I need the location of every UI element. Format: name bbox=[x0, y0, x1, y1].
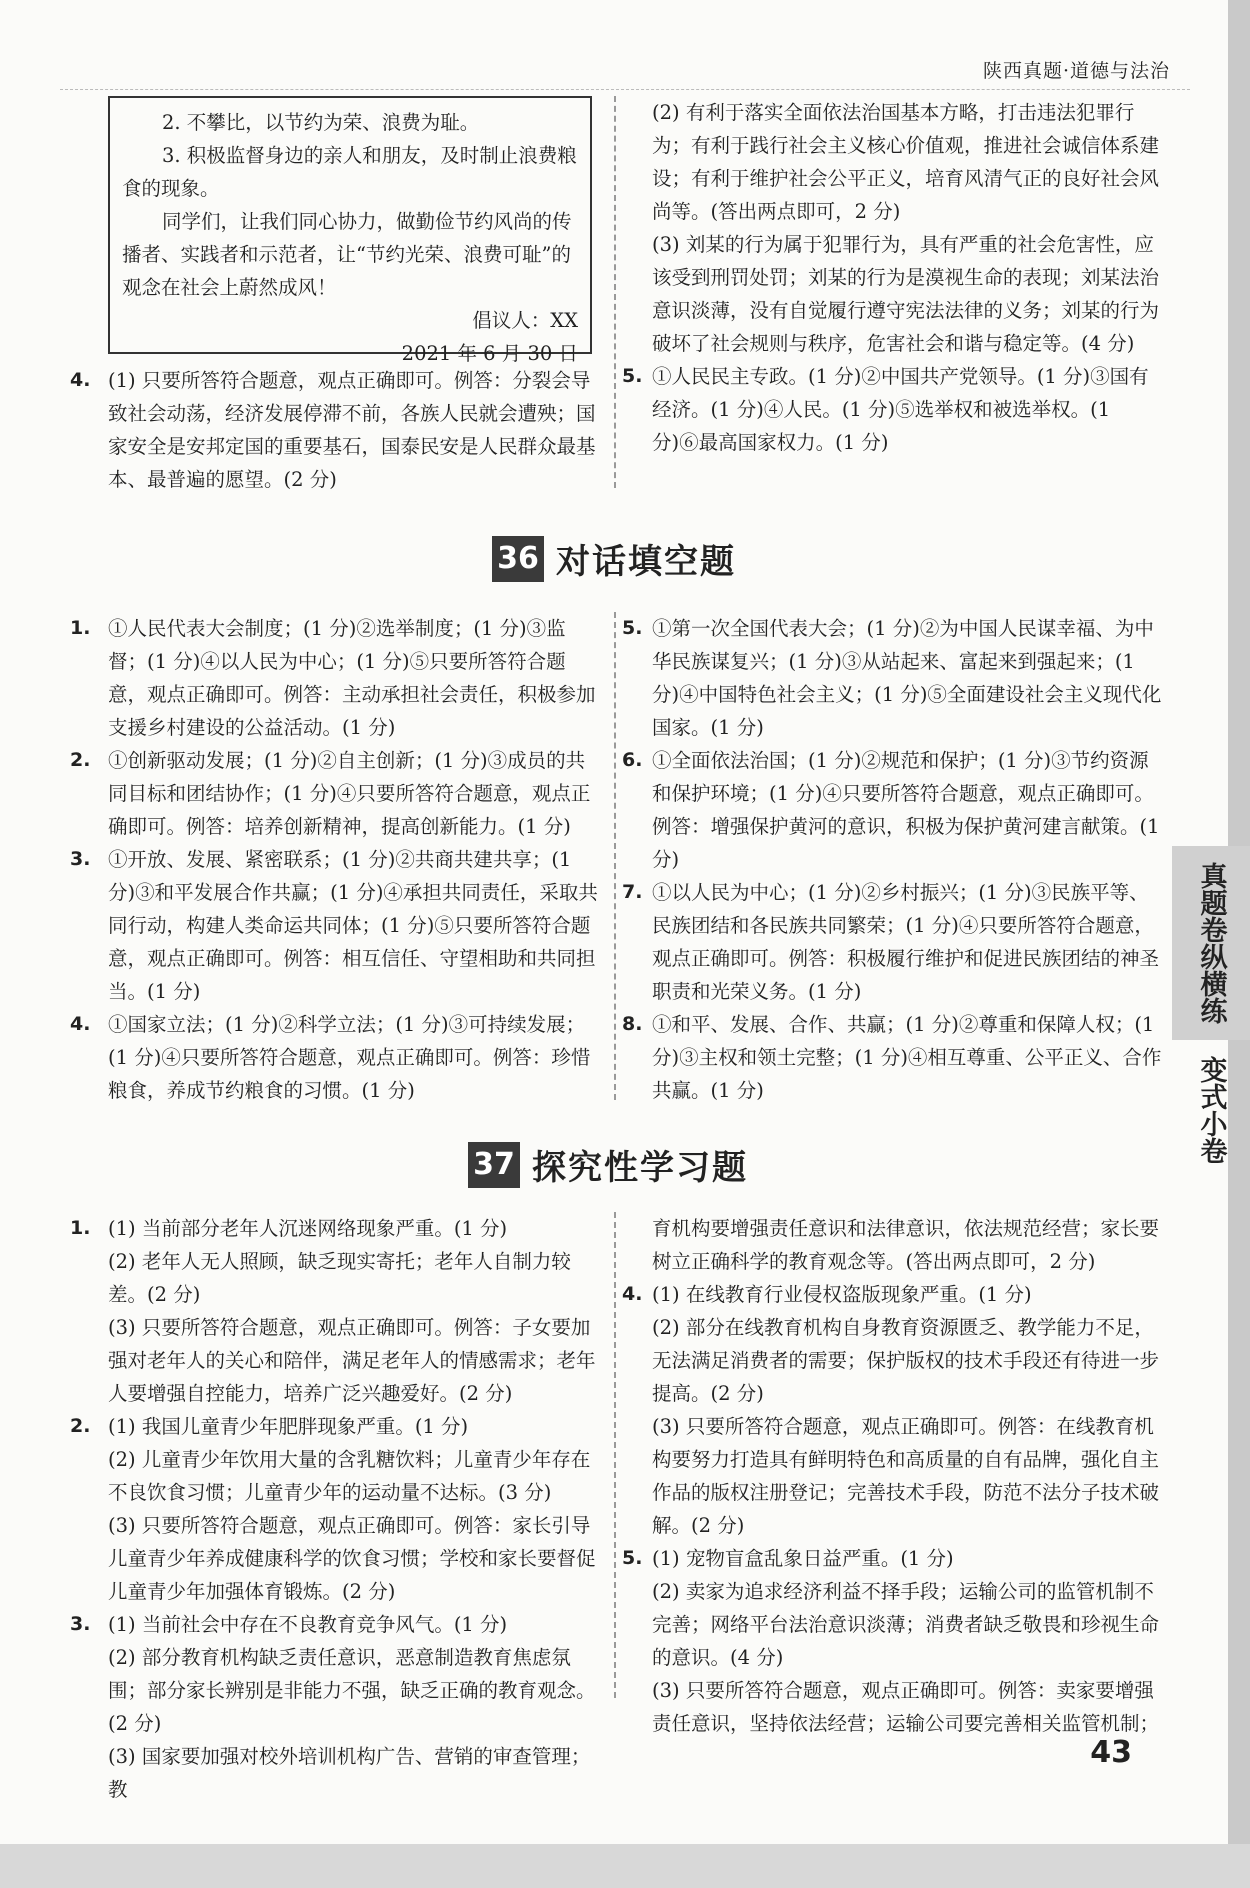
top-left-column bbox=[66, 364, 602, 496]
item-text: (1) 当前社会中存在不良教育竞争风气。(1 分) bbox=[108, 1613, 508, 1636]
box-line: 3. 积极监督身边的亲人和朋友，及时制止浪费粮食的现象。 bbox=[122, 144, 577, 200]
item-text: (3) 只要所答符合题意，观点正确即可。例答：子女要加强对老年人的关心和陪伴，满足老年人的情感需求；老年人要增强自控能力，培养广泛兴趣爱好。(2 分) bbox=[108, 1316, 596, 1405]
section-title: 探究性学习题 bbox=[532, 1148, 748, 1188]
answer-item bbox=[66, 744, 602, 843]
sec36-right-column bbox=[622, 612, 1162, 1107]
item-text: ①第一次全国代表大会；(1 分)②为中国人民谋幸福、为中华民族谋复兴；(1 分)③从站起来、富起来到强起来；(1 分)④中国特色社会主义；(1 分)⑤全面建设社会主义现代化国家。(1 分) bbox=[652, 617, 1162, 739]
item-text: ①人民民主专政。(1 分)②中国共产党领导。(1 分)③国有经济。(1 分)④人民。(1 分)⑤选举权和被选举权。(1 分)⑥最高国家权力。(1 分) bbox=[652, 365, 1149, 454]
box-date: 2021 年 6 月 30 日 bbox=[401, 342, 578, 365]
item-text: (1) 只要所答符合题意，观点正确即可。例答：分裂会导致社会动荡，经济发展停滞不前，各族人民就会遭殃；国家安全是安邦定国的重要基石，国泰民安是人民群众最基本、最普遍的愿望。(2 分) bbox=[108, 369, 596, 491]
section-heading-36 bbox=[492, 534, 736, 583]
item-number: 4. bbox=[70, 1013, 91, 1035]
item-text: ①以人民为中心；(1 分)②乡村振兴；(1 分)③民族平等、民族团结和各民族共同繁荣；(1 分)④只要所答符合题意，观点正确即可。例答：积极履行维护和促进民族团结的神圣职责和光荣义务。(1 分) bbox=[652, 881, 1160, 1003]
item-text: (2) 卖家为追求经济利益不择手段；运输公司的监管机制不完善；网络平台法治意识淡薄；消费者缺乏敬畏和珍视生命的意识。(4 分) bbox=[652, 1580, 1160, 1669]
item-text: (2) 儿童青少年饮用大量的含乳糖饮料；儿童青少年存在不良饮食习惯；儿童青少年的运动量不达标。(3 分) bbox=[108, 1448, 591, 1504]
item-number: 7. bbox=[622, 881, 643, 903]
item-number: 5. bbox=[622, 365, 643, 387]
column-divider bbox=[614, 612, 616, 1100]
item-number: 3. bbox=[70, 848, 91, 870]
item-text: 育机构要增强责任意识和法律意识，依法规范经营；家长要树立正确科学的教育观念等。(答出两点即可，2 分) bbox=[652, 1217, 1160, 1273]
page-number: 43 bbox=[1090, 1735, 1132, 1770]
item-number: 2. bbox=[70, 1415, 91, 1437]
answer-item bbox=[622, 1542, 1162, 1740]
item-number: 5. bbox=[622, 1547, 643, 1569]
sec37-left-column bbox=[66, 1212, 602, 1806]
answer-item bbox=[66, 612, 602, 744]
answer-item bbox=[66, 364, 602, 496]
item-text: (3) 国家要加强对校外培训机构广告、营销的审查管理；教 bbox=[108, 1745, 591, 1801]
item-text: (3) 只要所答符合题意，观点正确即可。例答：卖家要增强责任意识，坚持依法经营；运输公司要完善相关监管机制； bbox=[652, 1679, 1160, 1735]
side-tab-main: 真题卷纵横练 bbox=[1172, 846, 1250, 1040]
answer-item bbox=[66, 1410, 602, 1608]
item-text: ①国家立法；(1 分)②科学立法；(1 分)③可持续发展；(1 分)④只要所答符合题意，观点正确即可。例答：珍惜粮食，养成节约粮食的习惯。(1 分) bbox=[108, 1013, 591, 1102]
box-line: 2. 不攀比，以节约为荣、浪费为耻。 bbox=[162, 111, 480, 134]
running-header: 陕西真题·道德与法治 bbox=[982, 60, 1170, 82]
section-number: 36 bbox=[492, 536, 544, 582]
answer-item bbox=[66, 1008, 602, 1107]
item-text: ①开放、发展、紧密联系；(1 分)②共商共建共享；(1 分)③和平发展合作共赢；(1 分)④承担共同责任，采取共同行动，构建人类命运共同体；(1 分)⑤只要所答符合题意，观点正确即可。例答：相互信任、守望相助和共同担当。(1 分) bbox=[108, 848, 598, 1003]
answer-item bbox=[66, 843, 602, 1008]
top-right-column bbox=[622, 96, 1162, 459]
item-number: 4. bbox=[622, 1283, 643, 1305]
column-divider bbox=[614, 1212, 616, 1698]
item-text: (1) 宠物盲盒乱象日益严重。(1 分) bbox=[652, 1547, 954, 1570]
answer-item bbox=[622, 612, 1162, 744]
item-number: 2. bbox=[70, 749, 91, 771]
bottom-scan-edge bbox=[0, 1844, 1250, 1888]
item-text: (1) 我国儿童青少年肥胖现象严重。(1 分) bbox=[108, 1415, 469, 1438]
item-text: ①和平、发展、合作、共赢；(1 分)②尊重和保障人权；(1 分)③主权和领土完整；(1 分)④相互尊重、公平正义、合作共赢。(1 分) bbox=[652, 1013, 1162, 1102]
item-text: (3) 刘某的行为属于犯罪行为，具有严重的社会危害性，应该受到刑罚处罚；刘某的行为是漠视生命的表现；刘某法治意识淡薄，没有自觉履行遵守宪法法律的义务；刘某的行为破坏了社会规则与秩序，危害社会和谐与稳定等。(4 分) bbox=[652, 233, 1160, 355]
section-heading-37 bbox=[468, 1140, 748, 1189]
box-line: 同学们，让我们同心协力，做勤俭节约风尚的传播者、实践者和示范者，让“节约光荣、浪费可耻”的观念在社会上蔚然成风！ bbox=[122, 210, 572, 299]
answer-item bbox=[622, 876, 1162, 1008]
column-divider bbox=[614, 96, 616, 488]
item-text: (1) 当前部分老年人沉迷网络现象严重。(1 分) bbox=[108, 1217, 508, 1240]
item-number: 8. bbox=[622, 1013, 643, 1035]
item-text: ①人民代表大会制度；(1 分)②选举制度；(1 分)③监督；(1 分)④以人民为中心；(1 分)⑤只要所答符合题意，观点正确即可。例答：主动承担社会责任，积极参加支援乡村建设的公益活动。(1 分) bbox=[108, 617, 596, 739]
item-number: 5. bbox=[622, 617, 643, 639]
item-number: 1. bbox=[70, 617, 91, 639]
item-text: ①全面依法治国；(1 分)②规范和保护；(1 分)③节约资源和保护环境；(1 分)④只要所答符合题意，观点正确即可。例答：增强保护黄河的意识，积极为保护黄河建言献策。(1 分) bbox=[652, 749, 1160, 871]
header-rule bbox=[60, 89, 1190, 90]
answer-item bbox=[66, 1608, 602, 1806]
item-text: (2) 有利于落实全面依法治国基本方略，打击违法犯罪行为；有利于践行社会主义核心价值观，推进社会诚信体系建设；有利于维护社会公平正义，培育风清气正的良好社会风尚等。(答出两点即可，2 分) bbox=[652, 101, 1160, 223]
item-text: (1) 在线教育行业侵权盗版现象严重。(1 分) bbox=[652, 1283, 1032, 1306]
sec36-left-column bbox=[66, 612, 602, 1107]
item-number: 1. bbox=[70, 1217, 91, 1239]
item-number: 3. bbox=[70, 1613, 91, 1635]
section-title: 对话填空题 bbox=[556, 542, 736, 582]
sec37-right-column bbox=[622, 1212, 1162, 1740]
box-sign: 倡议人：XX bbox=[472, 309, 578, 332]
item-text: (2) 部分在线教育机构自身教育资源匮乏、教学能力不足，无法满足消费者的需要；保护版权的技术手段还有待进一步提高。(2 分) bbox=[652, 1316, 1160, 1405]
answer-item bbox=[622, 1008, 1162, 1107]
answer-item bbox=[66, 1212, 602, 1410]
answer-item bbox=[622, 744, 1162, 876]
answer-item bbox=[622, 360, 1162, 459]
proposal-box bbox=[108, 96, 592, 365]
item-text: ①创新驱动发展；(1 分)②自主创新；(1 分)③成员的共同目标和团结协作；(1 分)④只要所答符合题意，观点正确即可。例答：培养创新精神，提高创新能力。(1 分) bbox=[108, 749, 591, 838]
answer-item bbox=[622, 1278, 1162, 1542]
item-number: 4. bbox=[70, 369, 91, 391]
item-text: (3) 只要所答符合题意，观点正确即可。例答：在线教育机构要努力打造具有鲜明特色和高质量的自有品牌，强化自主作品的版权注册登记；完善技术手段，防范不法分子技术破解。(2 分) bbox=[652, 1415, 1160, 1537]
side-tab-sub: 变式小卷 bbox=[1195, 1056, 1227, 1164]
item-text: (2) 部分教育机构缺乏责任意识，恶意制造教育焦虑氛围；部分家长辨别是非能力不强，缺乏正确的教育观念。(2 分) bbox=[108, 1646, 596, 1735]
section-number: 37 bbox=[468, 1142, 520, 1188]
item-number: 6. bbox=[622, 749, 643, 771]
item-text: (3) 只要所答符合题意，观点正确即可。例答：家长引导儿童青少年养成健康科学的饮食习惯；学校和家长要督促儿童青少年加强体育锻炼。(2 分) bbox=[108, 1514, 596, 1603]
item-text: (2) 老年人无人照顾，缺乏现实寄托；老年人自制力较差。(2 分) bbox=[108, 1250, 571, 1306]
